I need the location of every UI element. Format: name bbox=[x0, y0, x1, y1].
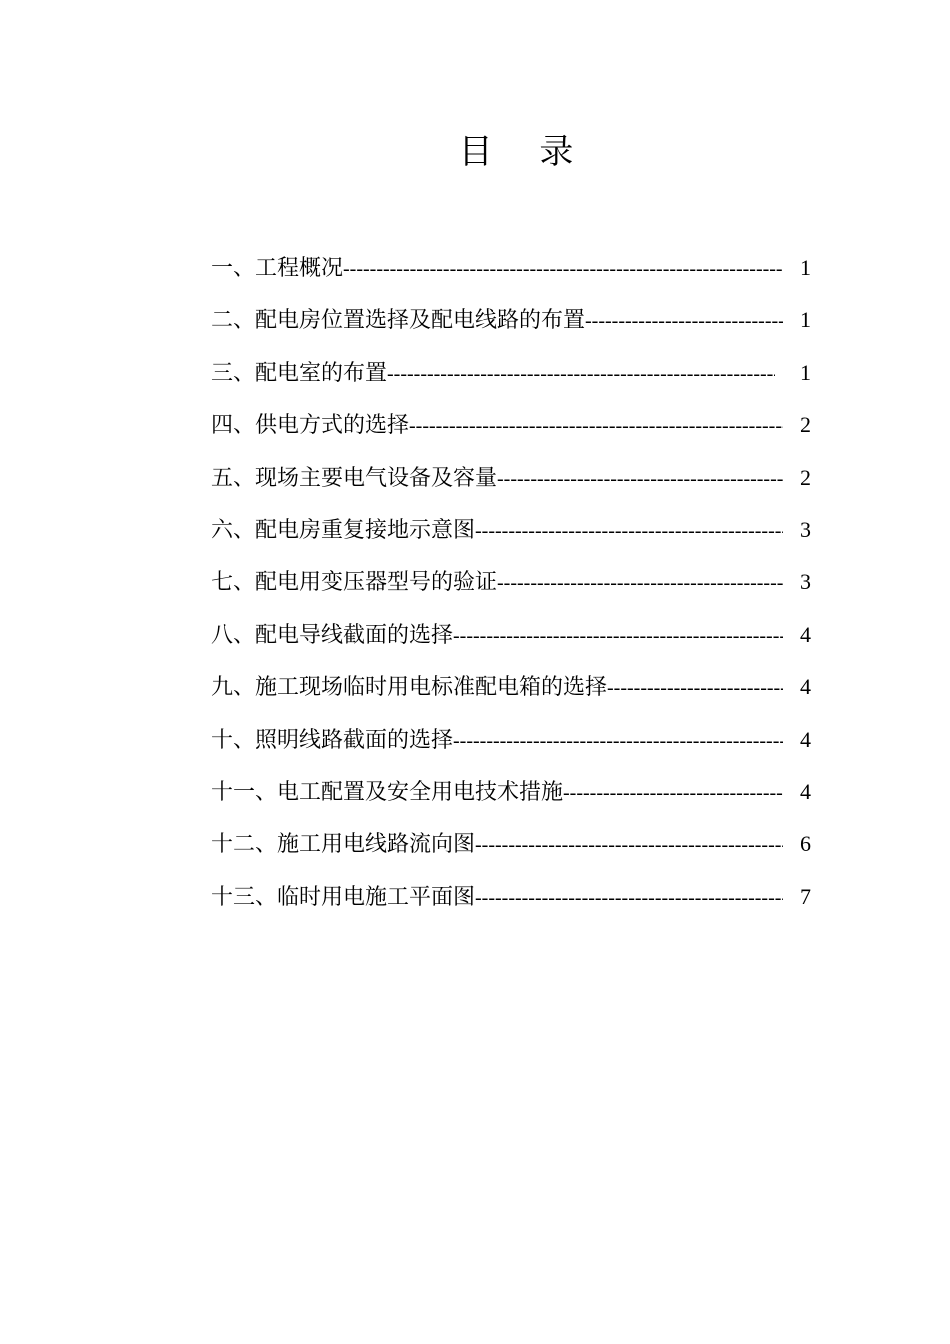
toc-entry[interactable] bbox=[211, 879, 811, 931]
toc-leader-dots bbox=[497, 461, 783, 497]
table-of-contents bbox=[211, 250, 811, 931]
toc-entry[interactable] bbox=[211, 355, 811, 407]
toc-entry-title: 三、配电室的布置 bbox=[211, 360, 388, 386]
toc-entry[interactable] bbox=[211, 512, 811, 564]
toc-page-number: 6 bbox=[800, 831, 811, 857]
toc-page-number: 3 bbox=[800, 569, 811, 595]
toc-entry[interactable] bbox=[211, 722, 811, 774]
toc-entry-title: 十一、电工配置及安全用电技术措施 bbox=[211, 779, 564, 805]
toc-entry[interactable] bbox=[211, 460, 811, 512]
toc-entry[interactable] bbox=[211, 250, 811, 302]
toc-entry[interactable] bbox=[211, 669, 811, 721]
toc-entry[interactable] bbox=[211, 564, 811, 616]
toc-leader-dots bbox=[453, 723, 783, 759]
toc-page-number: 4 bbox=[800, 726, 811, 752]
toc-entry[interactable] bbox=[211, 826, 811, 878]
toc-entry-title: 八、配电导线截面的选择 bbox=[211, 622, 454, 648]
toc-leader-dots bbox=[453, 618, 783, 654]
toc-leader-dots bbox=[497, 565, 783, 601]
toc-page-number: 4 bbox=[800, 674, 811, 700]
toc-entry[interactable] bbox=[211, 617, 811, 669]
toc-entry-title: 二、配电房位置选择及配电线路的布置 bbox=[211, 308, 586, 334]
toc-leader-dots bbox=[387, 356, 775, 392]
toc-entry-title: 十二、施工用电线路流向图 bbox=[211, 832, 476, 858]
toc-entry[interactable] bbox=[211, 407, 811, 459]
toc-leader-dots bbox=[607, 670, 783, 706]
toc-entry[interactable] bbox=[211, 302, 811, 354]
toc-page-number: 4 bbox=[800, 621, 811, 647]
toc-page-number: 1 bbox=[800, 359, 811, 385]
toc-entry-title: 九、施工现场临时用电标准配电箱的选择 bbox=[211, 675, 608, 701]
toc-leader-dots bbox=[475, 513, 783, 549]
toc-title: 目 录 bbox=[458, 132, 592, 172]
toc-leader-dots bbox=[409, 408, 783, 444]
toc-entry-title: 十三、临时用电施工平面图 bbox=[211, 884, 476, 910]
toc-entry-title: 一、工程概况 bbox=[211, 256, 344, 281]
toc-entry[interactable] bbox=[211, 774, 811, 826]
toc-leader-dots bbox=[563, 775, 783, 811]
toc-page-number: 4 bbox=[800, 778, 811, 804]
toc-entry-title: 十、照明线路截面的选择 bbox=[211, 727, 454, 753]
toc-page-number: 7 bbox=[800, 883, 811, 909]
toc-page-number: 3 bbox=[800, 516, 811, 542]
toc-entry-title: 四、供电方式的选择 bbox=[211, 413, 410, 439]
toc-page-number: 2 bbox=[800, 412, 811, 438]
toc-entry-title: 六、配电房重复接地示意图 bbox=[211, 517, 476, 543]
toc-page-number: 1 bbox=[800, 307, 811, 333]
toc-leader-dots bbox=[343, 251, 783, 287]
toc-leader-dots bbox=[585, 303, 783, 339]
toc-entry-title: 七、配电用变压器型号的验证 bbox=[211, 570, 498, 596]
toc-leader-dots bbox=[475, 827, 783, 863]
toc-leader-dots bbox=[475, 880, 783, 916]
toc-page-number: 1 bbox=[800, 255, 811, 280]
toc-entry-title: 五、现场主要电气设备及容量 bbox=[211, 465, 498, 491]
toc-page-number: 2 bbox=[800, 464, 811, 490]
